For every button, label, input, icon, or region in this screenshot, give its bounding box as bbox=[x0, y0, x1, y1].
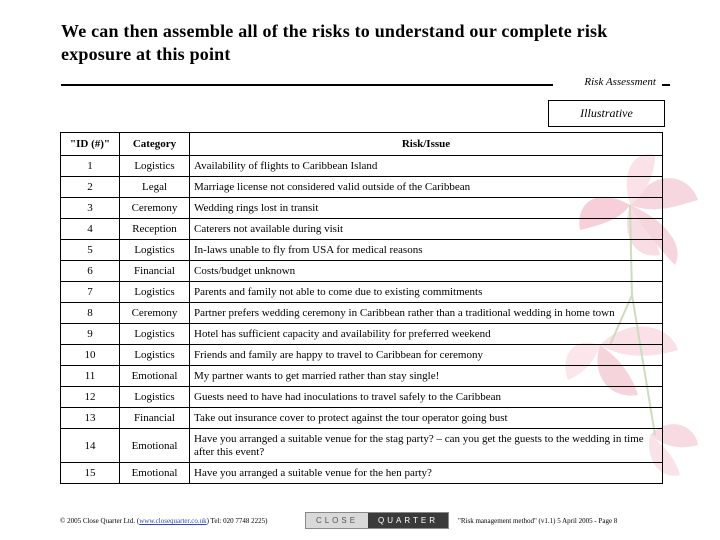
risk-description: Wedding rings lost in transit bbox=[190, 198, 663, 219]
risk-description: Caterers not available during visit bbox=[190, 219, 663, 240]
risk-category: Financial bbox=[120, 261, 190, 282]
risk-description: In-laws unable to fly from USA for medical reasons bbox=[190, 240, 663, 261]
table-row bbox=[61, 177, 663, 198]
footer-copyright bbox=[60, 517, 267, 525]
risk-category: Emotional bbox=[120, 366, 190, 387]
risk-id: 2 bbox=[61, 177, 120, 198]
table-row bbox=[61, 198, 663, 219]
risk-id: 6 bbox=[61, 261, 120, 282]
risk-id: 1 bbox=[61, 156, 120, 177]
table-row bbox=[61, 282, 663, 303]
risk-category: Ceremony bbox=[120, 303, 190, 324]
risk-description: Costs/budget unknown bbox=[190, 261, 663, 282]
risk-category: Logistics bbox=[120, 156, 190, 177]
risk-table bbox=[60, 132, 663, 484]
illustrative-badge: Illustrative bbox=[548, 100, 665, 127]
risk-description: Hotel has sufficient capacity and availability for preferred weekend bbox=[190, 324, 663, 345]
risk-category: Logistics bbox=[120, 282, 190, 303]
risk-category: Legal bbox=[120, 177, 190, 198]
table-row bbox=[61, 303, 663, 324]
table-row bbox=[61, 324, 663, 345]
table-header-row bbox=[61, 133, 663, 156]
risk-category: Reception bbox=[120, 219, 190, 240]
risk-id: 10 bbox=[61, 345, 120, 366]
header-divider bbox=[61, 84, 553, 86]
risk-id: 9 bbox=[61, 324, 120, 345]
risk-id: 8 bbox=[61, 303, 120, 324]
risk-description: Marriage license not considered valid outside of the Caribbean bbox=[190, 177, 663, 198]
risk-category: Logistics bbox=[120, 345, 190, 366]
close-quarter-logo bbox=[305, 512, 449, 529]
table-row bbox=[61, 156, 663, 177]
table-row bbox=[61, 261, 663, 282]
section-label: Risk Assessment bbox=[584, 76, 656, 88]
risk-description: Have you arranged a suitable venue for the hen party? bbox=[190, 463, 663, 484]
risk-description: Guests need to have had inoculations to travel safely to the Caribbean bbox=[190, 387, 663, 408]
risk-category: Emotional bbox=[120, 463, 190, 484]
header-divider-end bbox=[662, 84, 670, 86]
risk-id: 3 bbox=[61, 198, 120, 219]
risk-description: Have you arranged a suitable venue for the stag party? – can you get the guests to the wedding in time after this event? bbox=[190, 429, 663, 463]
copyright-text: © 2005 Close Quarter Ltd. ( bbox=[60, 517, 140, 525]
website-link[interactable]: www.closequarter.co.uk bbox=[139, 517, 207, 525]
logo-left-part: CLOSE bbox=[306, 513, 368, 528]
risk-category: Logistics bbox=[120, 324, 190, 345]
table-row bbox=[61, 408, 663, 429]
risk-description: Partner prefers wedding ceremony in Caribbean rather than a traditional wedding in home town bbox=[190, 303, 663, 324]
table-row bbox=[61, 345, 663, 366]
risk-category: Ceremony bbox=[120, 198, 190, 219]
risk-id: 14 bbox=[61, 429, 120, 463]
risk-id: 4 bbox=[61, 219, 120, 240]
risk-id: 12 bbox=[61, 387, 120, 408]
risk-description: My partner wants to get married rather than stay single! bbox=[190, 366, 663, 387]
risk-description: Take out insurance cover to protect against the tour operator going bust bbox=[190, 408, 663, 429]
risk-description: Availability of flights to Caribbean Island bbox=[190, 156, 663, 177]
table-row bbox=[61, 366, 663, 387]
risk-description: Friends and family are happy to travel to Caribbean for ceremony bbox=[190, 345, 663, 366]
table-row bbox=[61, 463, 663, 484]
risk-id: 5 bbox=[61, 240, 120, 261]
table-row bbox=[61, 240, 663, 261]
table-row bbox=[61, 219, 663, 240]
risk-category: Logistics bbox=[120, 240, 190, 261]
risk-id: 7 bbox=[61, 282, 120, 303]
table-row bbox=[61, 387, 663, 408]
risk-id: 13 bbox=[61, 408, 120, 429]
page-title: We can then assemble all of the risks to understand our complete risk exposure at this point bbox=[61, 21, 608, 64]
risk-category: Emotional bbox=[120, 429, 190, 463]
header-category: Category bbox=[120, 133, 190, 156]
header-id: "ID (#)" bbox=[61, 133, 120, 156]
table-row bbox=[61, 429, 663, 463]
risk-id: 15 bbox=[61, 463, 120, 484]
risk-category: Financial bbox=[120, 408, 190, 429]
telephone-text: ) Tel: 020 7748 2225) bbox=[206, 517, 268, 525]
footer-document-reference: "Risk management method" (v1.1) 5 April 2005 - Page 8 bbox=[458, 517, 618, 525]
logo-right-part: QUARTER bbox=[368, 513, 448, 528]
risk-description: Parents and family not able to come due to existing commitments bbox=[190, 282, 663, 303]
header-risk-issue: Risk/Issue bbox=[190, 133, 663, 156]
risk-id: 11 bbox=[61, 366, 120, 387]
risk-category: Logistics bbox=[120, 387, 190, 408]
